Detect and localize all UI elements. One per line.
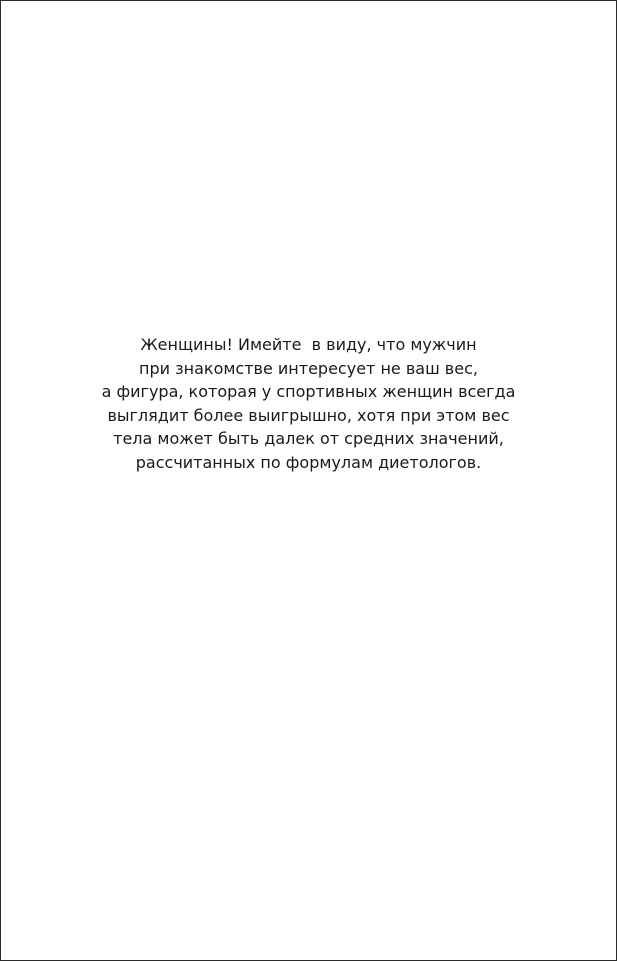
epigraph-line: тела может быть далек от средних значений, [113, 429, 504, 448]
epigraph-line: а фигура, которая у спортивных женщин всегда [101, 382, 516, 401]
epigraph-line: выглядит более выигрышно, хотя при этом вес [107, 405, 510, 425]
epigraph-line: при знакомстве интересует не ваш вес, [139, 358, 478, 378]
epigraph-line: рассчитанных по формулам диетологов. [135, 452, 482, 472]
epigraph-line: Женщины! Имейте в виду, что мужчин [140, 335, 477, 354]
epigraph-text [1, 333, 616, 474]
